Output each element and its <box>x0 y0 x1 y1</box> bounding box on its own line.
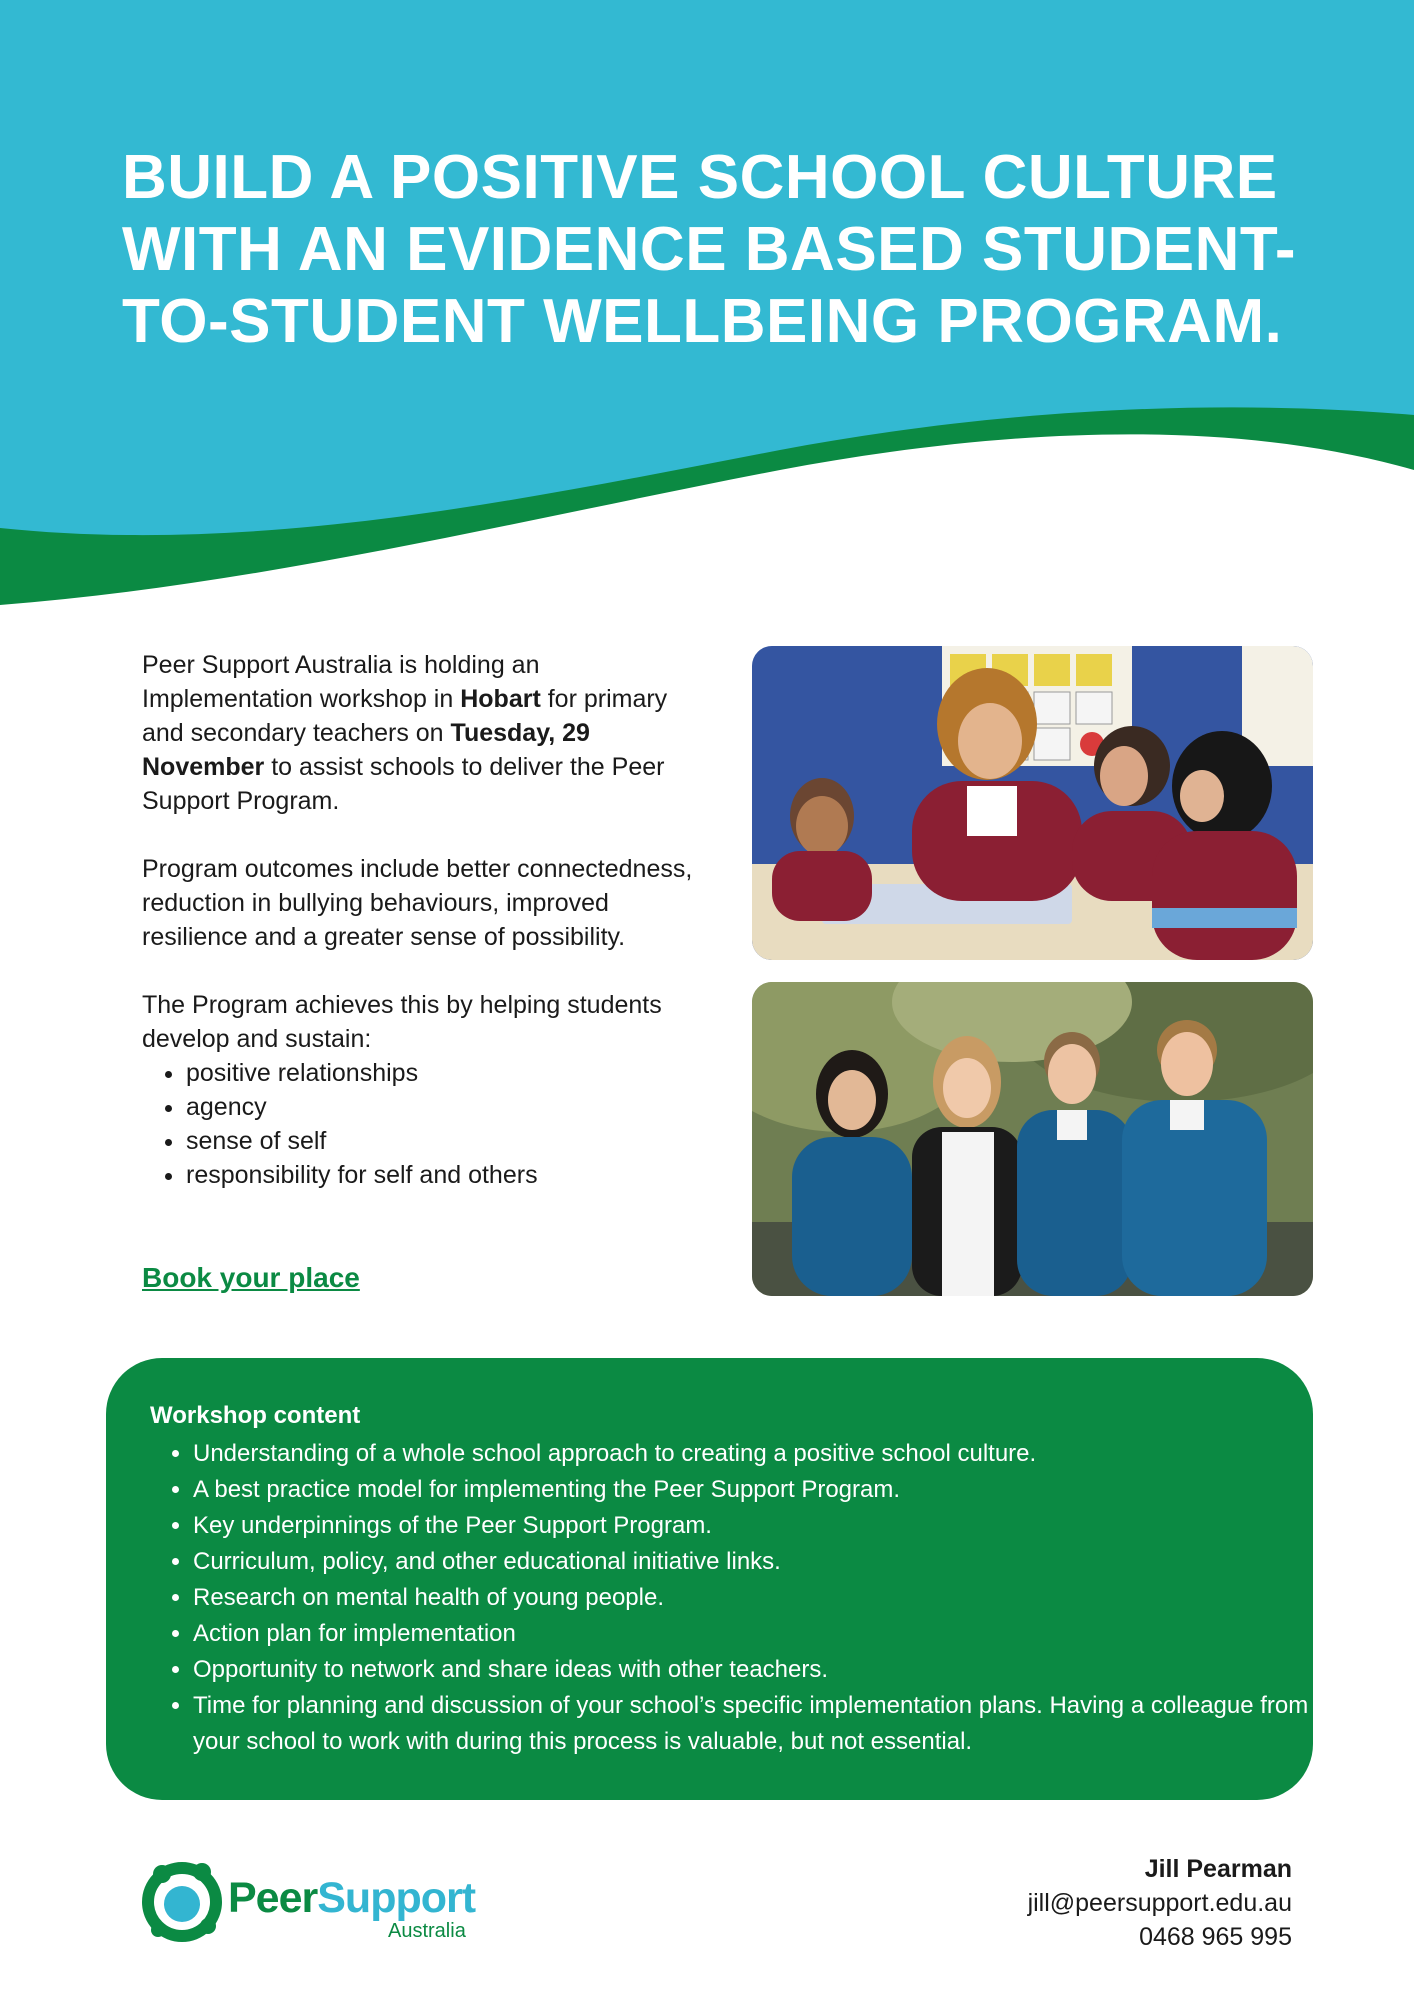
list-item: • Action plan for implementation <box>193 1616 1313 1652</box>
outdoor-students-image <box>752 982 1313 1296</box>
logo-subtitle: Australia <box>388 1920 466 1942</box>
students-outdoors-photo <box>752 982 1313 1296</box>
intro-text-part: to assist schools to deliver the Peer Support Program. <box>142 753 665 815</box>
logo-wordmark <box>228 1874 475 1923</box>
date-text: Tuesday, 29 November <box>142 719 590 781</box>
classroom-photo <box>752 646 1313 960</box>
intro-text <box>142 648 702 1192</box>
list-item: • Key underpinnings of the Peer Support Program. <box>193 1508 1313 1544</box>
achieves-paragraph: The Program achieves this by helping students develop and sustain: <box>142 991 662 1053</box>
headline-line: BUILD A POSITIVE SCHOOL CULTURE <box>122 143 1278 212</box>
location-text: Hobart <box>460 685 541 713</box>
peersupport-logo-icon <box>140 1858 224 1942</box>
headline-line: TO-STUDENT WELLBEING PROGRAM. <box>122 287 1283 356</box>
peersupport-logo <box>140 1858 476 1948</box>
contact-name: Jill Pearman <box>1144 1855 1292 1883</box>
list-item: • sense of self <box>186 1124 702 1158</box>
contact-phone[interactable]: 0468 965 995 <box>1139 1923 1292 1951</box>
classroom-students-image <box>752 646 1313 960</box>
list-item: • Curriculum, policy, and other educational initiative links. <box>193 1544 1313 1580</box>
intro-paragraph <box>142 648 702 818</box>
achieves-list <box>142 1056 702 1192</box>
outcomes-paragraph: Program outcomes include better connectedness, reduction in bullying behaviours, improved resilience and a greater sense of possibility. <box>142 855 693 951</box>
list-item: • responsibility for self and others <box>186 1158 702 1192</box>
contact-email[interactable]: jill@peersupport.edu.au <box>1027 1889 1292 1917</box>
list-item: • A best practice model for implementing the Peer Support Program. <box>193 1472 1313 1508</box>
workshop-title: Workshop content <box>150 1402 361 1429</box>
logo-peer-text: Peer <box>228 1874 318 1922</box>
list-item: • agency <box>186 1090 702 1124</box>
workshop-content-panel <box>106 1358 1313 1800</box>
logo-support-text: Support <box>317 1874 476 1922</box>
hero-banner <box>0 0 1414 620</box>
list-item: • Time for planning and discussion of your school’s specific implementation plans. Having a colleague from your school to work with during this process is valuable, but not essential. <box>193 1688 1313 1760</box>
book-your-place-link[interactable]: Book your place <box>142 1262 360 1293</box>
contact-block <box>1028 1852 1292 1954</box>
headline <box>122 142 1322 358</box>
intro-text-part: Peer Support Australia is holding an Implementation workshop in <box>142 651 540 713</box>
list-item: • Opportunity to network and share ideas with other teachers. <box>193 1652 1313 1688</box>
intro-text-part: for primary and secondary teachers on <box>142 685 668 747</box>
headline-line: WITH AN EVIDENCE BASED STUDENT- <box>122 215 1297 284</box>
list-item: • Research on mental health of young people. <box>193 1580 1313 1616</box>
list-item: • Understanding of a whole school approach to creating a positive school culture. <box>193 1436 1313 1472</box>
workshop-list <box>150 1436 1313 1760</box>
list-item: • positive relationships <box>186 1056 702 1090</box>
